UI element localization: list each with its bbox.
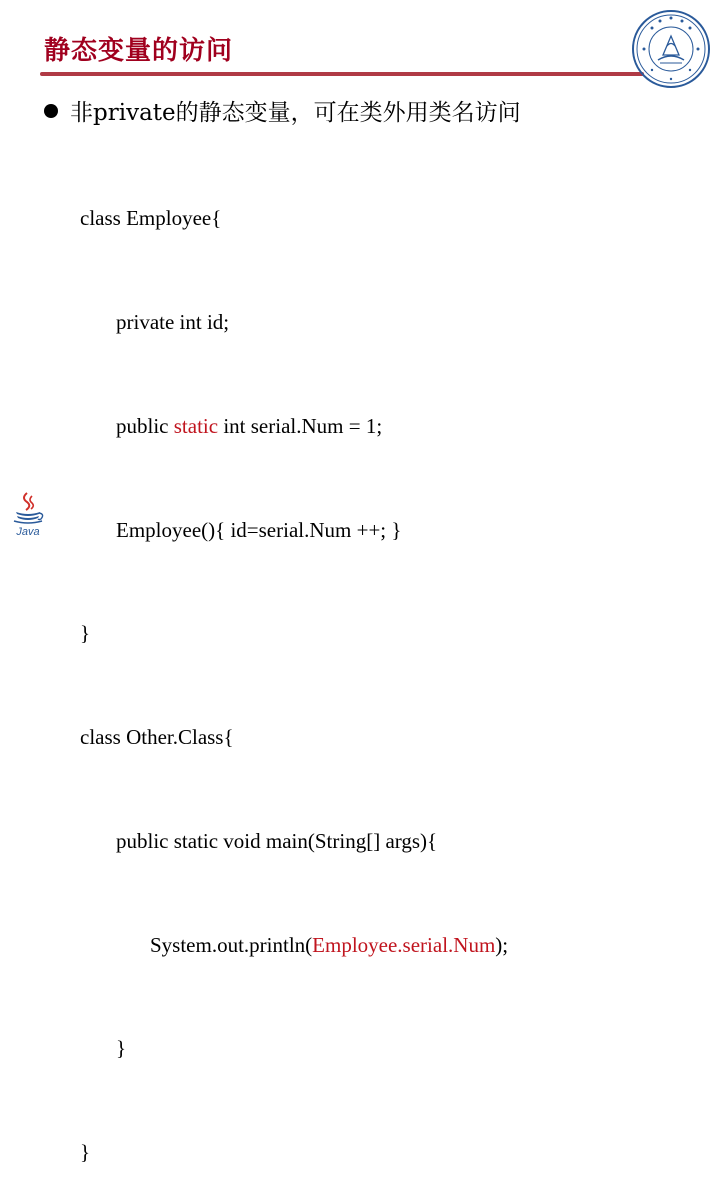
code-line: public static void main(String[] args){ — [116, 828, 438, 853]
code-token: ); — [495, 932, 509, 957]
code-line: } — [80, 1140, 91, 1165]
bullet-point — [44, 94, 521, 127]
java-coffee-cup-logo — [8, 490, 48, 538]
bullet-dot-icon — [44, 104, 58, 118]
code-line: } — [80, 621, 91, 646]
code-token: public — [116, 413, 174, 438]
code-line — [80, 928, 508, 963]
code-token: int serial.Num = 1; — [218, 413, 383, 438]
code-line: Employee(){ id=serial.Num ++; } — [116, 517, 402, 542]
code-keyword-highlight: static — [173, 413, 219, 438]
university-seal-logo — [630, 8, 712, 90]
slide-title: 静态变量的访问 — [44, 36, 234, 66]
title-divider — [40, 72, 644, 76]
code-block — [80, 132, 508, 1204]
java-logo-text: Java — [16, 526, 40, 538]
code-line: class Other.Class{ — [80, 725, 234, 750]
code-line: private int id; — [116, 309, 230, 334]
bullet-text: 非private的静态变量，可在类外用类名访问 — [70, 100, 521, 126]
code-token: System.out.println( — [150, 932, 313, 957]
code-line: class Employee{ — [80, 206, 222, 231]
code-reference-highlight: Employee.serial.Num — [312, 932, 496, 957]
code-line — [80, 409, 508, 444]
code-line: } — [116, 1036, 127, 1061]
